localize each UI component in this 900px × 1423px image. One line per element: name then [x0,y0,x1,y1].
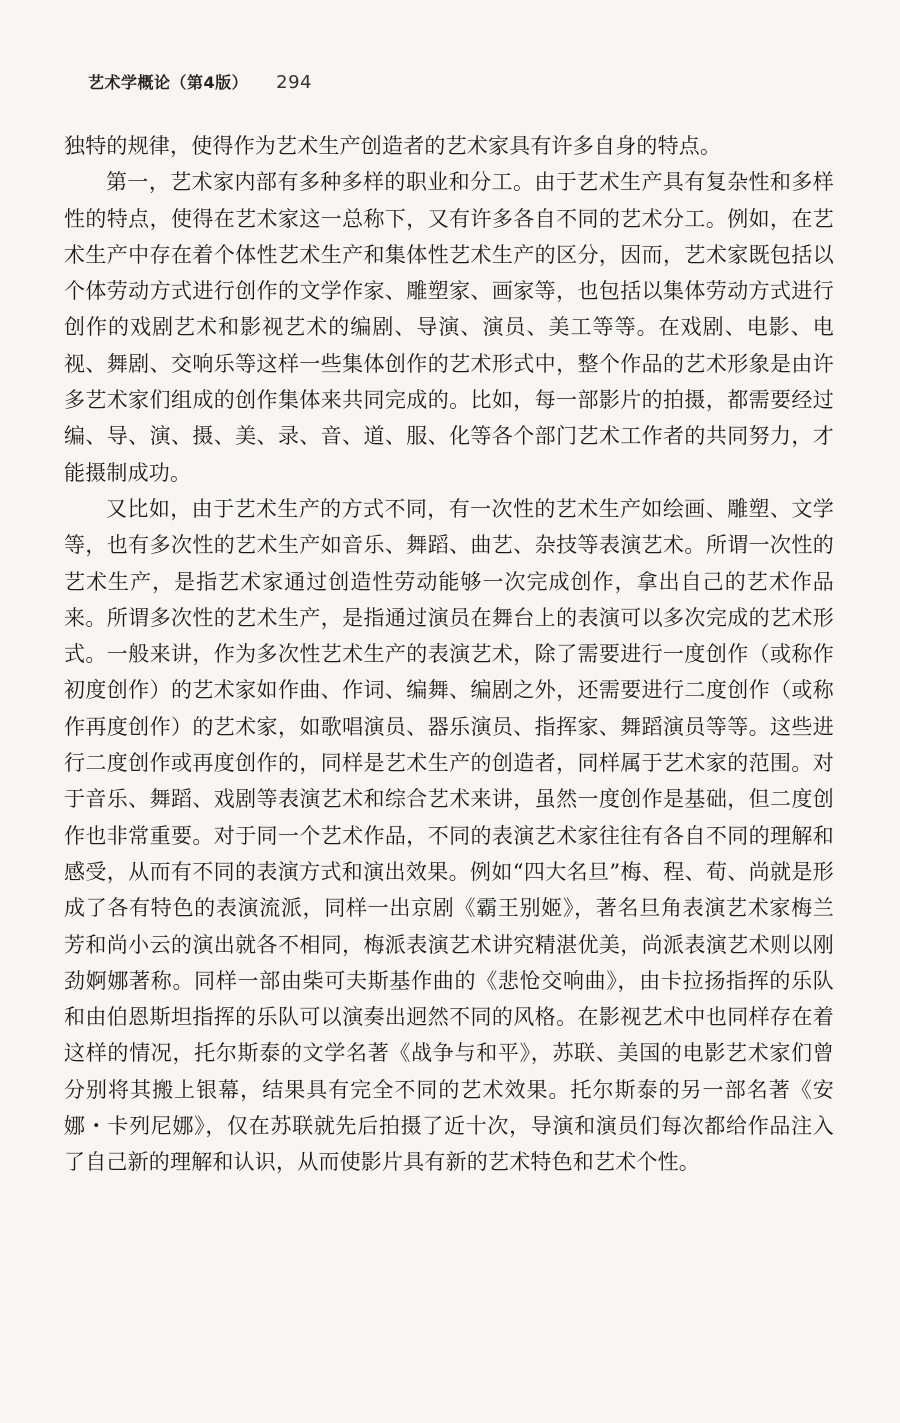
body-text [64,128,834,1181]
running-header [88,70,312,100]
book-title: 艺术学概论（第4版） [88,73,249,92]
paragraph-continuation: 独特的规律，使得作为艺术生产创造者的艺术家具有许多自身的特点。 [64,134,722,158]
page-number: 294 [276,72,312,93]
paragraph: 又比如，由于艺术生产的方式不同，有一次性的艺术生产如绘画、雕塑、文学等，也有多次性的艺术生产如音乐、舞蹈、曲艺、杂技等表演艺术。所谓一次性的艺术生产，是指艺术家通过创造性劳动能够一次完成创作，拿出自己的艺术作品来。所谓多次性的艺术生产，是指通过演员在舞台上的表演可以多次完成的艺术形式。一般来讲，作为多次性艺术生产的表演艺术，除了需要进行一度创作（或称作初度创作）的艺术家如作曲、作词、编舞、编剧之外，还需要进行二度创作（或称作再度创作）的艺术家，如歌唱演员、器乐演员、指挥家、舞蹈演员等等。这些进行二度创作或再度创作的，同样是艺术生产的创造者，同样属于艺术家的范围。对于音乐、舞蹈、戏剧等表演艺术和综合艺术来讲，虽然一度创作是基础，但二度创作也非常重要。对于同一个艺术作品，不同的表演艺术家往往有各自不同的理解和感受，从而有不同的表演方式和演出效果。例如“四大名旦”梅、程、荀、尚就是形成了各有特色的表演流派，同样一出京剧《霸王别姬》，著名旦角表演艺术家梅兰芳和尚小云的演出就各不相同，梅派表演艺术讲究精湛优美，尚派表演艺术则以刚劲婀娜著称。同样一部由柴可夫斯基作曲的《悲怆交响曲》，由卡拉扬指挥的乐队和由伯恩斯坦指挥的乐队可以演奏出迥然不同的风格。在影视艺术中也同样存在着这样的情况，托尔斯泰的文学名著《战争与和平》，苏联、美国的电影艺术家们曾分别将其搬上银幕，结果具有完全不同的艺术效果。托尔斯泰的另一部名著《安娜・卡列尼娜》，仅在苏联就先后拍摄了近十次，导演和演员们每次都给作品注入了自己新的理解和认识，从而使影片具有新的艺术特色和艺术个性。 [64,496,834,1175]
paragraph: 第一，艺术家内部有多种多样的职业和分工。由于艺术生产具有复杂性和多样性的特点，使得在艺术家这一总称下，又有许多各自不同的艺术分工。例如，在艺术生产中存在着个体性艺术生产和集体性艺术生产的区分，因而，艺术家既包括以个体劳动方式进行创作的文学作家、雕塑家、画家等，也包括以集体劳动方式进行创作的戏剧艺术和影视艺术的编剧、导演、演员、美工等等。在戏剧、电影、电视、舞剧、交响乐等这样一些集体创作的艺术形式中，整个作品的艺术形象是由许多艺术家们组成的创作集体来共同完成的。比如，每一部影片的拍摄，都需要经过编、导、演、摄、美、录、音、道、服、化等各个部门艺术工作者的共同努力，才能摄制成功。 [64,170,834,485]
